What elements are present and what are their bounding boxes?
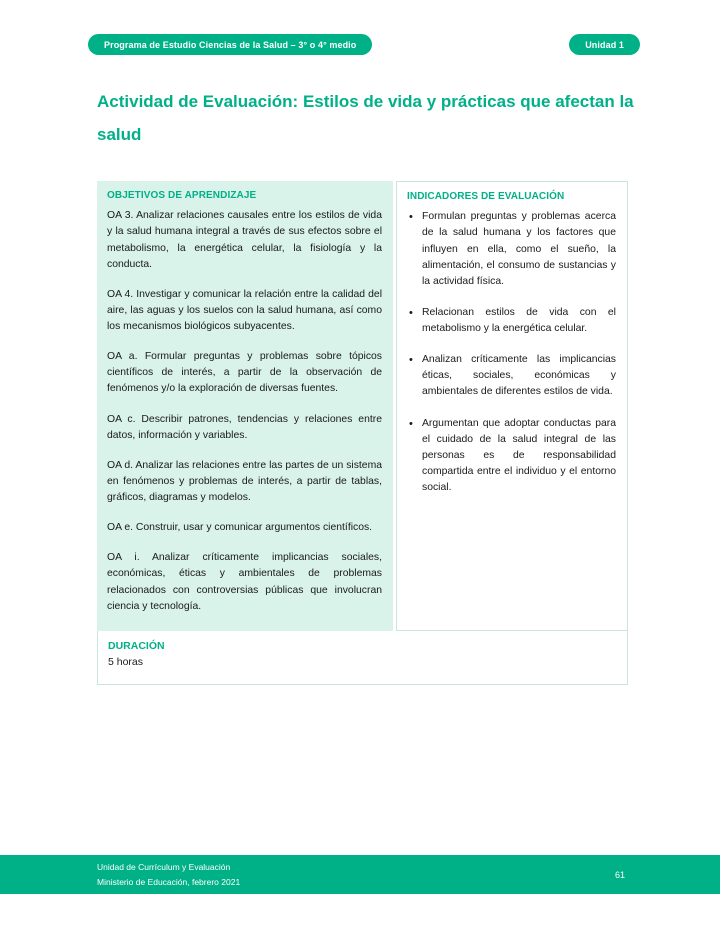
objetivo-item: OA c. Describir patrones, tendencias y relaciones entre datos, información y variables.	[107, 413, 382, 441]
footer-line1: Unidad de Currículum y Evaluación	[97, 862, 231, 873]
page-header	[0, 0, 720, 55]
objetivos-column	[97, 181, 393, 631]
footer-line2: Ministerio de Educación, febrero 2021	[97, 876, 241, 887]
indicadores-list	[397, 207, 627, 523]
indicador-item: • Relacionan estilos de vida con el metabolismo y la energética celular.	[407, 305, 616, 337]
footer-credits	[97, 860, 240, 889]
indicadores-column	[396, 181, 628, 631]
program-banner: Programa de Estudio Ciencias de la Salud – 3° o 4° medio	[88, 34, 372, 55]
oa-table	[97, 181, 628, 631]
objetivo-item: OA 4. Investigar y comunicar la relación entre la calidad del aire, las aguas y los suelos con la salud humana, así como los mecanismos biológicos subyacentes.	[107, 288, 382, 333]
duracion-section	[97, 631, 628, 685]
indicadores-header: INDICADORES DE EVALUACIÓN	[407, 191, 565, 203]
duracion-value: 5 horas	[108, 655, 144, 668]
indicador-item: • Argumentan que adoptar conductas para el cuidado de la salud integral de las personas es de responsabilidad compartida entre el individuo y el entorno social.	[407, 416, 616, 497]
objetivos-header: OBJETIVOS DE APRENDIZAJE	[107, 190, 257, 202]
objetivo-item: OA e. Construir, usar y comunicar argumentos científicos.	[107, 522, 373, 534]
indicador-item: • Formulan preguntas y problemas acerca de la salud humana y los factores que influyen en ella, como el sueño, la alimentación, el consumo de sustancias y la actividad física.	[407, 209, 616, 290]
objetivo-item: OA d. Analizar las relaciones entre las partes de un sistema en fenómenos y problemas de interés, a partir de tablas, gráficos, diagramas y modelos.	[107, 459, 382, 504]
objetivo-item: OA 3. Analizar relaciones causales entre los estilos de vida y la salud humana integral a través de sus efectos sobre el metabolismo, la energética celular, la fisiología y la conducta.	[107, 210, 382, 270]
page-number: 61	[614, 869, 625, 880]
objetivo-item: OA i. Analizar críticamente implicancias sociales, económicas, éticas y ambientales de problemas relacionados con controversias públicas que involucran ciencia y tecnología.	[107, 552, 382, 612]
page-footer	[0, 855, 720, 894]
page-title: Actividad de Evaluación: Estilos de vida y prácticas que afectan la salud	[97, 92, 634, 145]
unit-badge: Unidad 1	[569, 34, 640, 55]
objetivo-item: OA a. Formular preguntas y problemas sobre tópicos científicos de interés, a partir de la observación de fenómenos y/o la exploración de diversas fuentes.	[107, 351, 382, 395]
objetivos-list	[97, 206, 393, 631]
indicador-item: • Analizan críticamente las implicancias éticas, sociales, económicas y ambientales de diferentes estilos de vida.	[407, 352, 616, 400]
duracion-label: DURACIÓN	[108, 639, 165, 652]
